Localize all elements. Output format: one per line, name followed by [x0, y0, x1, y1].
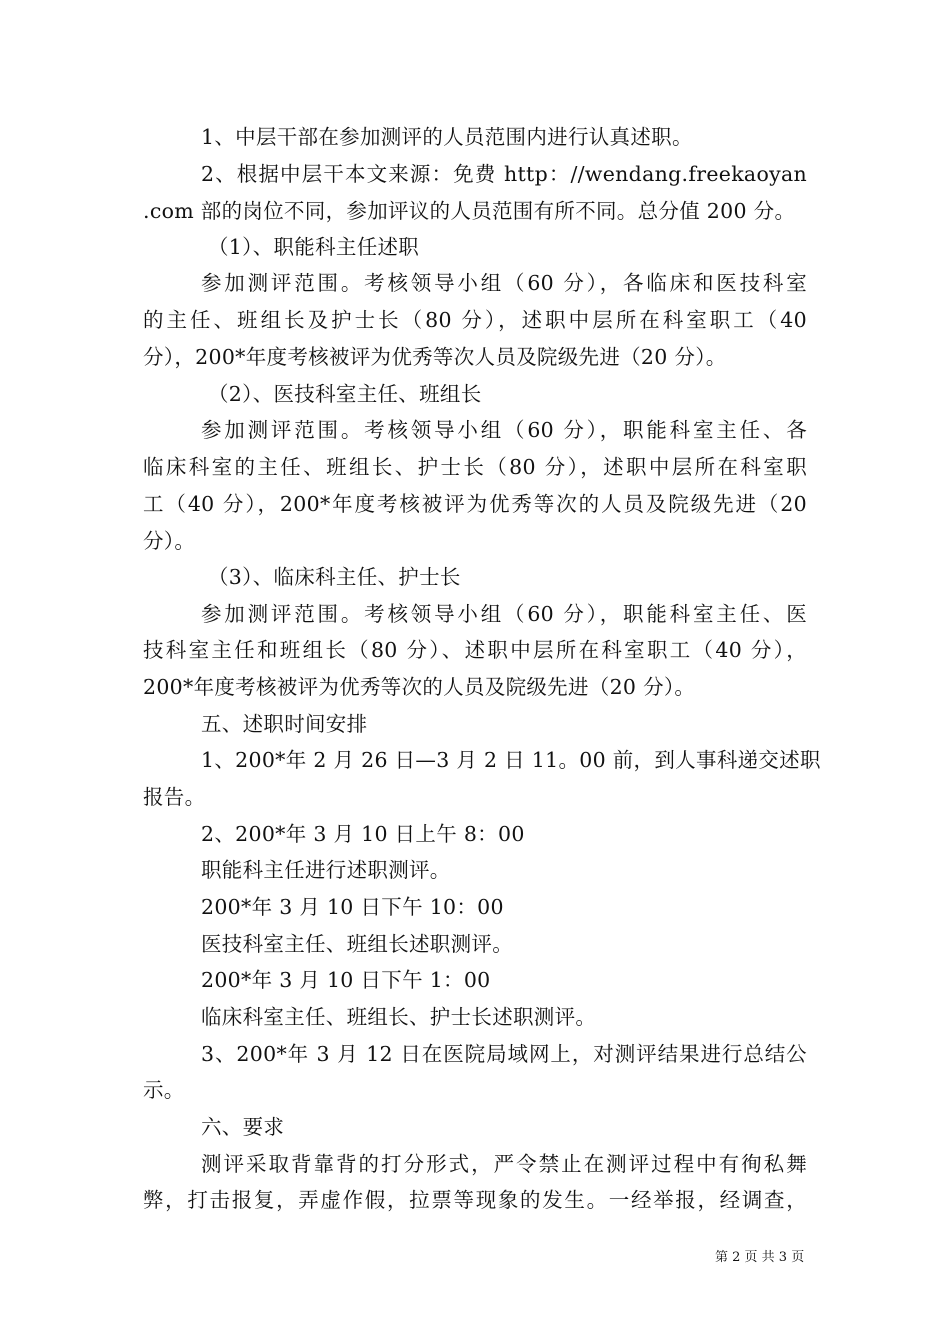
- paragraph-line: 2、200*年 3 月 10 日上午 8：00: [201, 822, 525, 846]
- paragraph-line: 参加测评范围。考核领导小组（60 分），各临床和医技科室: [201, 271, 807, 295]
- paragraph-line: 200*年度考核被评为优秀等次的人员及院级先进（20 分）。: [143, 675, 696, 699]
- paragraph-line: 技科室主任和班组长（80 分）、述职中层所在科室职工（40 分），: [143, 638, 807, 662]
- section-heading: 六、要求: [201, 1115, 285, 1139]
- paragraph-line: 分），200*年度考核被评为优秀等次人员及院级先进（20 分）。: [143, 345, 727, 369]
- paragraph-line: 职能科主任进行述职测评。: [201, 858, 451, 882]
- paragraph-line: 工（40 分），200*年度考核被评为优秀等次的人员及院级先进（20: [143, 492, 807, 516]
- paragraph-line: 参加测评范围。考核领导小组（60 分），职能科室主任、医: [201, 602, 807, 626]
- paragraph-line: 参加测评范围。考核领导小组（60 分），职能科室主任、各: [201, 418, 807, 442]
- paragraph-line: .com 部的岗位不同，参加评议的人员范围有所不同。总分值 200 分。: [143, 199, 796, 223]
- paragraph-line: 的主任、班组长及护士长（80 分），述职中层所在科室职工（40: [143, 308, 807, 332]
- page-footer: 第 2 页 共 3 页: [715, 1250, 805, 1265]
- paragraph-line: 200*年 3 月 10 日下午 10：00: [201, 895, 504, 919]
- section-heading: （2）、医技科室主任、班组长: [208, 382, 482, 406]
- paragraph-line: 报告。: [143, 785, 206, 809]
- paragraph-line: 测评采取背靠背的打分形式，严令禁止在测评过程中有徇私舞: [201, 1152, 807, 1176]
- paragraph-line: 示。: [143, 1078, 185, 1102]
- paragraph-line: 弊，打击报复，弄虚作假，拉票等现象的发生。一经举报，经调查，: [143, 1188, 807, 1212]
- section-heading: 五、述职时间安排: [201, 712, 368, 736]
- paragraph-line: 临床科室主任、班组长、护士长述职测评。: [201, 1005, 597, 1029]
- paragraph-line: 医技科室主任、班组长述职测评。: [201, 932, 513, 956]
- paragraph-line: 1、中层干部在参加测评的人员范围内进行认真述职。: [201, 125, 693, 149]
- paragraph-line: 临床科室的主任、班组长、护士长（80 分），述职中层所在科室职: [143, 455, 807, 479]
- paragraph-line: 分）。: [143, 529, 196, 553]
- section-heading: （3）、临床科主任、护士长: [208, 565, 461, 589]
- section-heading: （1）、职能科主任述职: [208, 235, 420, 259]
- paragraph-line: 200*年 3 月 10 日下午 1：00: [201, 968, 491, 992]
- paragraph-line: 2、根据中层干本文来源：免费 http：//wendang.freekaoyan: [201, 162, 807, 186]
- paragraph-line: 1、200*年 2 月 26 日—3 月 2 日 11。00 前，到人事科递交述职: [201, 748, 821, 772]
- paragraph-line: 3、200*年 3 月 12 日在医院局域网上，对测评结果进行总结公: [201, 1042, 807, 1066]
